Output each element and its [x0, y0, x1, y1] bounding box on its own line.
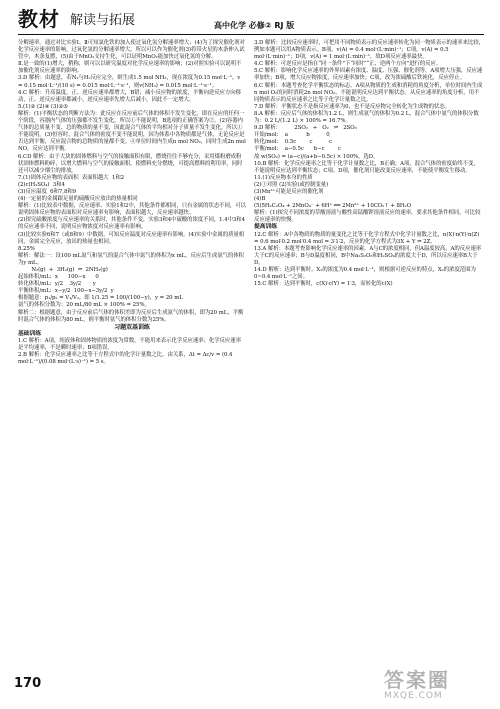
paragraph: 3.D 解析：由题意，若N₂与H₂反应完全，则生成1.5 mol NH₃，现在浓度为0.15 mol·L⁻¹，v = 0.15 mol·L⁻¹/(10 s) = 0.015 mol·L⁻¹·s⁻¹，则v(NH₃) = 0.015 mol·L⁻¹·s⁻¹。 — [18, 75, 242, 89]
paragraph: 解析二：根据题意，由于反应前后气体的体积差即为反应后生成氨气的体积，即为20 mL，平衡时混合气体的体积为80 mL，则平衡时氨气的体积分数为25%。 — [18, 309, 244, 323]
paragraph: (3)反应温度 6和7,8和9 — [18, 188, 77, 195]
left-column — [18, 40, 246, 366]
paragraph: (2)c(H₂SO₄) 3和4 — [18, 181, 65, 188]
paragraph: 10.B 解析：化学反应速率之比等于化学计量数之比，B正确；A项，混合气体的密度始终不变，不能说明反应达到平衡状态；C项、D项，催化剂只能改变反应速率，不能使平衡发生移动。 — [254, 160, 479, 174]
paragraph: 8.A 解析：反应后气体的体积为1.2 L，则生成氨气的体积为0.2 L，混合气体中氨气的体积分数为：0.2 L/(1.2 L) × 100% = 16.7%。 — [254, 110, 479, 125]
subsection-heading: 基础训练 — [18, 330, 41, 337]
subsection-heading: 提高训练 — [254, 224, 277, 231]
watermark-url: MXQE.COM — [384, 691, 443, 701]
equation-row: 转化体积/mL: y/2 3y/2 y — [18, 281, 96, 288]
paragraph: 1.C 解析：A项，纯液体和固体物质的浓度为常数，不能用来表示化学反应速率；化学反应速率是平均速率，不是瞬时速率；B项错误。 — [18, 337, 241, 352]
paragraph: 5.(1)② (2)④ (3)②⑤ — [18, 103, 68, 110]
paragraph: 7.(1)固体反应物的表面积 表面积越大 1和2 — [18, 174, 125, 181]
paragraph: 3.D 解析：比较反应速率时，可把用不同物质表示的反应速率转化为同一物质表示的速率来比较，例如本题可以用A物质表示。B项，v(A) = 0.4 mol·(L·min)⁻¹；C项，v(A) = 0.5 mol·(L·min)⁻¹；D项，v(A) = 1 mol·(L·min)⁻¹，故D项反应速率最快。 — [254, 40, 484, 61]
paragraph: 根据题意：p₁/p₂ = V₁/V₂，即 1/1.25 = 100/(100−y)，y = 20 mL — [18, 295, 183, 302]
paragraph: (3)比较实验6和7（或8和9）中数据，可知反应温度对反应速率有影响。(4)实验中金属的质量相同，金属完全反应，放出的热量也相同。 — [18, 231, 245, 245]
paragraph: 氨气的体积分数为：20 mL/80 mL × 100% = 25%。 — [18, 302, 150, 309]
page-header — [18, 8, 484, 35]
book-logo-subtitle: 解读与拓展 — [70, 13, 136, 28]
page-number: 170 — [14, 676, 42, 691]
watermark — [384, 664, 492, 704]
equation-row: 平衡体积/mL: x−y/2 100−x−3y/2 y — [18, 288, 114, 295]
section-heading: 习题双基训练 — [114, 323, 150, 331]
equation-row: 起始体积/mL: x 100−x 0 — [18, 274, 99, 281]
paragraph: (2)①对照 (2)实验(或控制变量) — [254, 181, 329, 188]
equation-row: 转化/mol: 0.5c c c — [254, 139, 333, 146]
equation-row: (5)5H₂C₂O₄ + 2MnO₄⁻ + 6H⁺ ══ 2Mn²⁺ + 10CO₂↑ + 8H₂O — [254, 203, 412, 210]
equation-row: 开始/mol: a b 0 — [254, 132, 330, 139]
paragraph: 4.C 解析：可逆反应是指在“同一条件”下“同时”“正、逆两个方向”进行的反应。 — [254, 61, 442, 68]
paragraph: 4.C 解析：升高温度，正、逆反应速率都增大，B错；减小反应物的浓度，平衡向逆反应方向移动，正、逆反应速率都减小，逆反应速率先增大后减小，因此不一定增大。 — [18, 89, 241, 103]
paragraph: 故 w(SO₂) = (a−c)/(a+b−0.5c) × 100%，选D。 — [254, 153, 379, 160]
paragraph: 解析：(1)平衡状态的判断方法为：此反应在反应前后气体的体积不发生变化，即在反应的任何一个阶段，容器内气体的压强都不发生变化，所以①不能说明，B选项的正确答案为②。(2)容器内气体的总质量不变、总的物质的量不变，因此混合气体的平均相对分子质量不发生变化，所以①不能说明。(3)恒容时，混合气体的密度不变不能说明，因为体系中各物质都是气体，无论反应是否达到平衡，反应混合物的总物质的量都不变。④单位时间内生成n mol NO₂，同时生成2n mol NO，反应达到平衡。 — [18, 110, 248, 153]
paragraph: 分解速率。通过对比实验Ⅰ、Ⅱ可知氯化铁的加入使过氧化氢分解速率增大；(4)为了探究催化剂对化学反应速率的影响，过氧化氢的分解速率增大，所以可以作为催化剂(3)将带火星的木条伸入试管中，木条复燃，(5)由于MnO₂支持生化，可以证明MnO₂能加快过氧化氢的分解。 — [18, 40, 245, 61]
equation-row: 平衡/mol: a−0.5c b−c c — [254, 146, 341, 153]
paragraph: 5.C 解析：影响化学反应速率的外界因素有浓度、温度、压强、催化剂等，A项增大压强，反应速率加快；B项，增大反应物浓度，反应速率加快；C项，改为浓硫酸后铁钝化，反应停止。 — [254, 68, 483, 82]
header-subject: 高中化学 必修② RJ 版 — [214, 21, 295, 30]
paragraph: 8.25% — [18, 245, 35, 252]
paragraph: (4)一定量的金属跟足量的硫酸反应放出的热量相同 — [18, 196, 138, 203]
paragraph: 11.(1)反应物本身的性质 — [254, 174, 313, 181]
paragraph: 14.D 解析：达到平衡时，X₂的浓度为0.4 mol·L⁻¹，则根据可逆反应的特点，X₂的浓度范围为0~0.4 mol·L⁻¹之间。 — [254, 267, 476, 281]
equation-row: N₂(g) + 3H₂(g) ⇌ 2NH₃(g) — [18, 267, 108, 273]
paragraph: 解析：解法一：设100 mL氮气和氢气的混合气体中氮气的体积为x mL，反应后生成氨气的体积为y mL。 — [18, 252, 244, 266]
paragraph: 12.C 解析：A中各物质的物质的量变化之比等于化学方程式中化学计量数之比，n(X)∶n(Y)∶n(Z) = 0.6 mol∶0.2 mol∶0.4 mol = 3∶1∶2，反应的化学方程式为3X + Y ⇌ 2Z。 — [254, 231, 481, 245]
paragraph: 7.D 解析：平衡状态不是指反应速率为0，也不是反应物完全转化为生成物的状态。 — [254, 103, 450, 110]
paragraph: 13.A 解析：本题考查影响化学反应速率的因素。A与C的浓度相同，但A温度较高，A的反应速率大于C的反应速率；B与D温度相同，B中Na₂S₂O₃和H₂SO₄的浓度大于D，所以反应速率B大于D。 — [254, 245, 482, 266]
watermark-logo-text: 答案圈 — [384, 668, 450, 692]
equation-row: 9.D 解析： 2SO₂ + O₂ ⇌ 2SO₃ — [254, 125, 357, 132]
paragraph: (3)Mn²⁺可能是反应的催化剂 — [254, 188, 324, 195]
paragraph: 15.C 解析：达到平衡时，c(X)∶c(Y) = 1∶3，而转化的c(X) — [254, 281, 393, 288]
book-logo: 教材 — [18, 7, 60, 31]
paragraph: 解析：(1)比较表中数据，反应速率、实验1和2中，其他条件都相同，只有金属的状态不同，可以说明固体反应物的表面积对反应速率有影响，表面积越大，反应速率越快。 — [18, 203, 246, 217]
paragraph: 6.C 解析：本题考查化学平衡状态的标志。A项从物质的生成和消耗的角度分析，单位时间内生成n mol O₂的同时消耗2n mol NO₂，不能说明反应达到平衡状态。从反应速率的角度分析，用不同物质表示的反应速率之比等于化学计量数之比。 — [254, 82, 483, 103]
paragraph: (4)B — [254, 196, 266, 203]
paragraph: 2.B 解析：化学反应速率之比等于方程式中的化学计量数之比。由关系，Δt = Δc/v = (0.4 mol·L⁻¹)/(0.08 mol·(L·s)⁻¹) = 5 s。 — [18, 352, 235, 366]
paragraph: 6.CD 解析：由于大块的固体燃料与空气的接触面积有限，燃烧往往不够充分，采用煤粉磨成粉状固体燃料粉碎，以增大燃料与空气的接触面积，使燃料充分燃烧，可提高燃料的利用率，同时还可以减少烟尘的排放。 — [18, 153, 243, 174]
paragraph: 解析：(1)探究不同浓度的草酸溶液与酸性高锰酸钾溶液反应的速率，要求其他条件相同，可比较反应速率的快慢。 — [254, 210, 481, 224]
right-column — [254, 40, 484, 288]
paragraph: (2)探究硫酸浓度与反应速率的关系时，其他条件不变，实验3和4中硫酸的浓度不同，1.4中3和4的反应速率不同，说明反应物浓度对反应速率有影响。 — [18, 217, 246, 231]
paragraph: Ⅱ.是一致的(1)增大，稍称，则可以以研究温度对化学反应速率的影响；(2)对照实验可以说明不加催化剂反应速率的影响。 — [18, 61, 242, 75]
